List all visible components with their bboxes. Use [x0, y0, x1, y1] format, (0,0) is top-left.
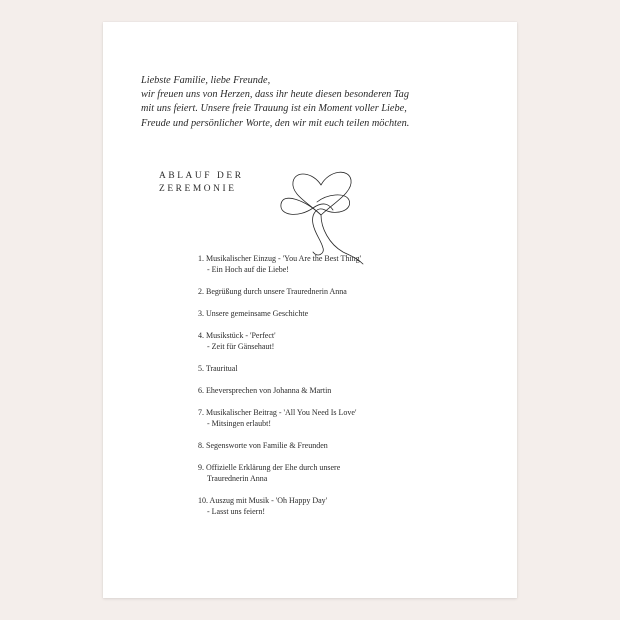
list-item [198, 385, 508, 396]
list-item [198, 440, 508, 451]
ceremony-card [103, 22, 517, 598]
list-item [198, 407, 508, 429]
program-item-note: Traurednerin Anna [207, 474, 268, 483]
program-item-title: 10. Auszug mit Musik - 'Oh Happy Day' [198, 496, 328, 505]
section-heading [159, 170, 244, 196]
program-item-title: 7. Musikalischer Beitrag - 'All You Need Is Love' [198, 408, 357, 417]
program-item-title: 5. Trauritual [198, 364, 238, 373]
program-item-note: - Lasst uns feiern! [207, 507, 265, 516]
intro-line: Freude und persönlicher Worte, den wir mit euch teilen möchten. [141, 117, 410, 129]
entwined-hearts-icon [277, 152, 387, 266]
intro-line: wir freuen uns von Herzen, dass ihr heute diesen besonderen Tag [141, 89, 409, 101]
intro-text [141, 74, 501, 131]
program-item-title: 4. Musikstück - 'Perfect' [198, 331, 276, 340]
intro-line: mit uns feiert. Unsere freie Trauung ist ein Moment voller Liebe, [141, 103, 407, 115]
program-item-note: - Mitsingen erlaubt! [207, 419, 271, 428]
list-item [198, 253, 508, 275]
ceremony-program-list [198, 253, 508, 528]
list-item [198, 462, 508, 484]
program-item-title: 6. Eheversprechen von Johanna & Martin [198, 386, 332, 395]
program-item-title: 2. Begrüßung durch unsere Traurednerin Anna [198, 287, 347, 296]
heading-line-2: ZEREMONIE [159, 184, 237, 194]
program-item-note: - Zeit für Gänsehaut! [207, 342, 275, 351]
program-item-title: 1. Musikalischer Einzug - 'You Are the Best Thing' [198, 254, 362, 263]
program-item-title: 3. Unsere gemeinsame Geschichte [198, 309, 309, 318]
list-item [198, 495, 508, 517]
program-item-note: - Ein Hoch auf die Liebe! [207, 265, 289, 274]
list-item [198, 286, 508, 297]
heading-line-1: ABLAUF DER [159, 171, 244, 181]
program-item-title: 9. Offizielle Erklärung der Ehe durch unsere [198, 463, 341, 472]
list-item [198, 330, 508, 352]
intro-line: Liebste Familie, liebe Freunde, [141, 75, 271, 86]
program-item-title: 8. Segensworte von Familie & Freunden [198, 441, 328, 450]
list-item [198, 363, 508, 374]
list-item [198, 308, 508, 319]
